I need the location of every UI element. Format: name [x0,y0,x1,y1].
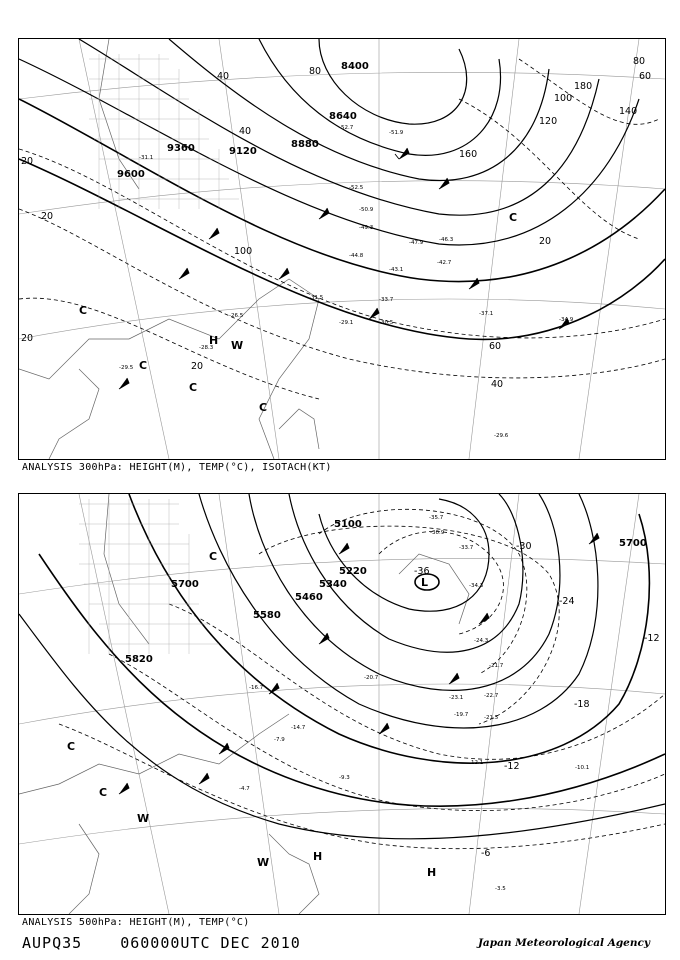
temp-label: -31.5 [309,295,324,301]
cold-marker: C [209,550,218,563]
cold-marker: C [139,359,148,372]
isotach-label: 20 [41,211,54,222]
map-300hpa-svg [19,39,665,459]
jet-hatching [79,499,219,654]
isotach-label: 100 [554,93,573,104]
cold-marker: C [99,786,108,799]
isotach-label: 20 [539,236,552,247]
temp-contour-label: -18 [574,699,590,710]
cold-marker: C [509,211,518,224]
temp-label: -16.7 [249,685,264,691]
isotach-label: 40 [491,379,504,390]
temp-label: -28.3 [199,345,214,351]
height-label: 9360 [167,143,195,154]
temp-contour-label: -6 [481,848,491,859]
height-label: 5100 [334,519,362,530]
panel-caption-300hpa: ANALYSIS 300hPa: HEIGHT(M), TEMP(°C), ISOTACH(KT) [22,462,332,473]
height-label: 9120 [229,146,257,157]
temp-label: -50.9 [359,207,374,213]
temp-label: -29.6 [494,433,509,439]
isotach-label: 60 [489,341,502,352]
temp-label: -42.7 [437,260,452,266]
temp-label: -14.7 [291,725,306,731]
agency-credit: Japan Meteorological Agency [477,937,650,949]
high-pressure-marker: H [427,866,437,879]
isotach-label: 20 [191,361,204,372]
isotach-label: 20 [21,156,34,167]
high-pressure-marker: H [313,850,323,863]
temp-label: -20.7 [364,675,379,681]
height-label: 5700 [619,538,647,549]
height-label: 5580 [253,610,281,621]
temp-label: -12.1 [469,760,484,766]
map-500hpa-svg [19,494,665,914]
temp-label: -4.7 [239,786,250,792]
height-label: 9600 [117,169,145,180]
isotach-label: 100 [234,246,253,257]
temp-label: -30.9 [430,530,445,536]
temp-label: -21.5 [484,715,499,721]
temp-label: -35.7 [429,515,444,521]
height-label: 5700 [171,579,199,590]
isotach-label: 120 [539,116,558,127]
temp-label: -10.1 [575,765,590,771]
temp-label: -7.9 [274,737,285,743]
height-label: 8640 [329,111,357,122]
temp-label: -44.8 [349,253,364,259]
warm-marker: W [231,339,244,352]
isotach-label: 60 [639,71,652,82]
temp-contour-label: -36 [414,566,430,577]
temp-label: -3.5 [495,886,506,892]
graticule [19,494,665,914]
temp-label: -43.1 [389,267,404,273]
height-label: 5340 [319,579,347,590]
isotach-label: 180 [574,81,593,92]
temp-label: -49.3 [359,225,374,231]
map-panel-500hpa [18,493,666,915]
height-label: 8400 [341,61,369,72]
temp-label: -21.7 [489,663,504,669]
temp-label: -29.1 [339,320,354,326]
temp-label: -31.1 [139,155,154,161]
temp-label: -22.7 [484,693,499,699]
temp-label: -51.9 [389,130,404,136]
temp-label: -33.7 [459,545,474,551]
isotach-label: 160 [459,149,478,160]
map-panel-300hpa [18,38,666,460]
temp-contour-label: -12 [644,633,660,644]
warm-marker: W [137,812,150,825]
coastline [19,39,322,459]
height-label: 5220 [339,566,367,577]
valid-time: 060000UTC DEC 2010 [120,934,301,952]
chart-code: AUPQ35 [22,934,83,952]
coastline [19,494,469,914]
cold-marker: C [67,740,76,753]
isotach-label: 80 [633,56,646,67]
temp-label: -29.5 [119,365,134,371]
temp-label: -34.9 [559,317,574,323]
isotach-label: 40 [239,126,252,137]
height-contours [19,39,665,339]
temp-label: -37.1 [479,311,494,317]
temp-label: -46.3 [439,237,454,243]
temp-label: -23.1 [449,695,464,701]
cold-marker: C [79,304,88,317]
isotach-label: 140 [619,106,638,117]
isotach-label: 40 [217,71,230,82]
temp-label: -19.7 [454,712,469,718]
temp-label: -52.7 [339,125,354,131]
isotach-label: 80 [309,66,322,77]
temp-label: -34.3 [469,583,484,589]
temp-contour-label: -30 [516,541,532,552]
low-pressure-marker: L [421,576,429,589]
temp-label: -33.7 [379,297,394,303]
panel-caption-500hpa: ANALYSIS 500hPa: HEIGHT(M), TEMP(°C) [22,917,250,928]
temp-contour-label: -24 [559,596,575,607]
temp-label: -9.3 [339,775,350,781]
isotherm-contours [19,59,665,399]
cold-marker: C [189,381,198,394]
warm-marker: W [257,856,270,869]
temp-label: -52.5 [349,185,364,191]
height-label: 5460 [295,592,323,603]
isotach-label: 20 [21,333,34,344]
temp-label: -26.5 [229,313,244,319]
height-label: 8880 [291,139,319,150]
height-label: 5820 [125,654,153,665]
temp-label: -30.5 [379,320,394,326]
temp-label: -47.9 [409,240,424,246]
high-pressure-marker: H [209,334,219,347]
cold-marker: C [259,401,268,414]
isotherm-contours [59,509,665,848]
temp-label: -24.3 [474,638,489,644]
chart-footer [22,934,329,952]
temp-contour-label: -12 [504,761,520,772]
